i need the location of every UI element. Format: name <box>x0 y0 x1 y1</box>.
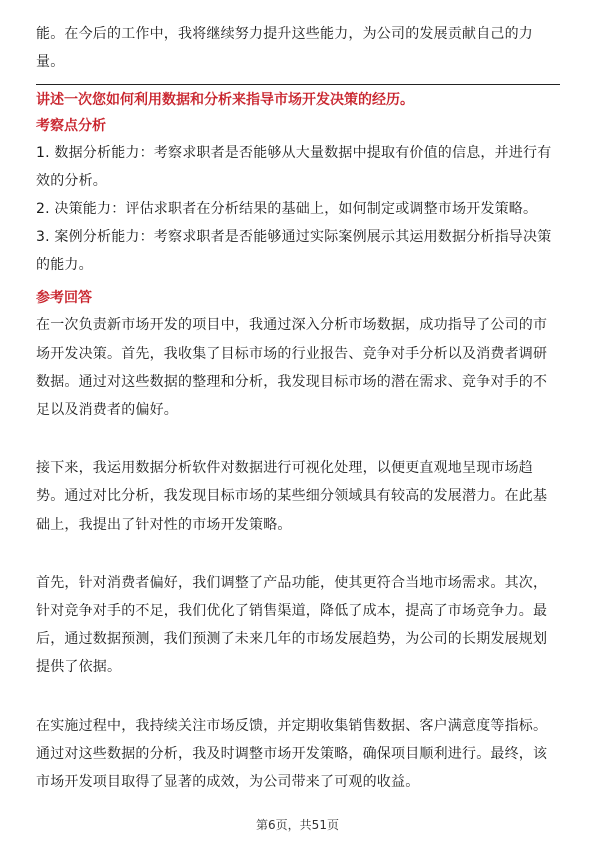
analysis-item: 2. 决策能力：评估求职者在分析结果的基础上，如何制定或调整市场开发策略。 <box>36 201 538 218</box>
answer-heading: 参考回答 <box>36 290 92 307</box>
section-divider <box>36 84 560 85</box>
intro-continuation: 能。在今后的工作中，我将继续努力提升这些能力，为公司的发展贡献自己的力量。 <box>36 26 533 71</box>
analysis-item: 1. 数据分析能力：考察求职者是否能够从大量数据中提取有价值的信息，并进行有效的分析。 <box>36 145 552 190</box>
analysis-item: 3. 案例分析能力：考察求职者是否能够通过实际案例展示其运用数据分析指导决策的能力。 <box>36 229 552 274</box>
answer-paragraph: 在实施过程中，我持续关注市场反馈，并定期收集销售数据、客户满意度等指标。通过对这些数据的分析，我及时调整市场开发策略，确保项目顺利进行。最终，该市场开发项目取得了显著的成效，为公司带来了可观的收益。 <box>36 717 548 791</box>
question-heading: 讲述一次您如何利用数据和分析来指导市场开发决策的经历。 <box>36 92 414 109</box>
analysis-heading: 考察点分析 <box>36 118 106 135</box>
page-number: 第6页，共51页 <box>256 818 339 832</box>
answer-paragraph: 接下来，我运用数据分析软件对数据进行可视化处理，以便更直观地呈现市场趋势。通过对比分析，我发现目标市场的某些细分领域具有较高的发展潜力。在此基础上，我提出了针对性的市场开发策略。 <box>36 460 548 533</box>
analysis-list <box>36 139 560 279</box>
document-page <box>36 20 560 796</box>
answer-paragraph: 首先，针对消费者偏好，我们调整了产品功能，使其更符合当地市场需求。其次，针对竞争对手的不足，我们优化了销售渠道，降低了成本，提高了市场竞争力。最后，通过数据预测，我们预测了未来几年的市场发展趋势，为公司的长期发展规划提供了依据。 <box>36 574 548 676</box>
answer-paragraph: 在一次负责新市场开发的项目中，我通过深入分析市场数据，成功指导了公司的市场开发决策。首先，我收集了目标市场的行业报告、竞争对手分析以及消费者调研数据。通过对这些数据的整理和分析，我发现目标市场的潜在需求、竞争对手的不足以及消费者的偏好。 <box>36 317 548 419</box>
